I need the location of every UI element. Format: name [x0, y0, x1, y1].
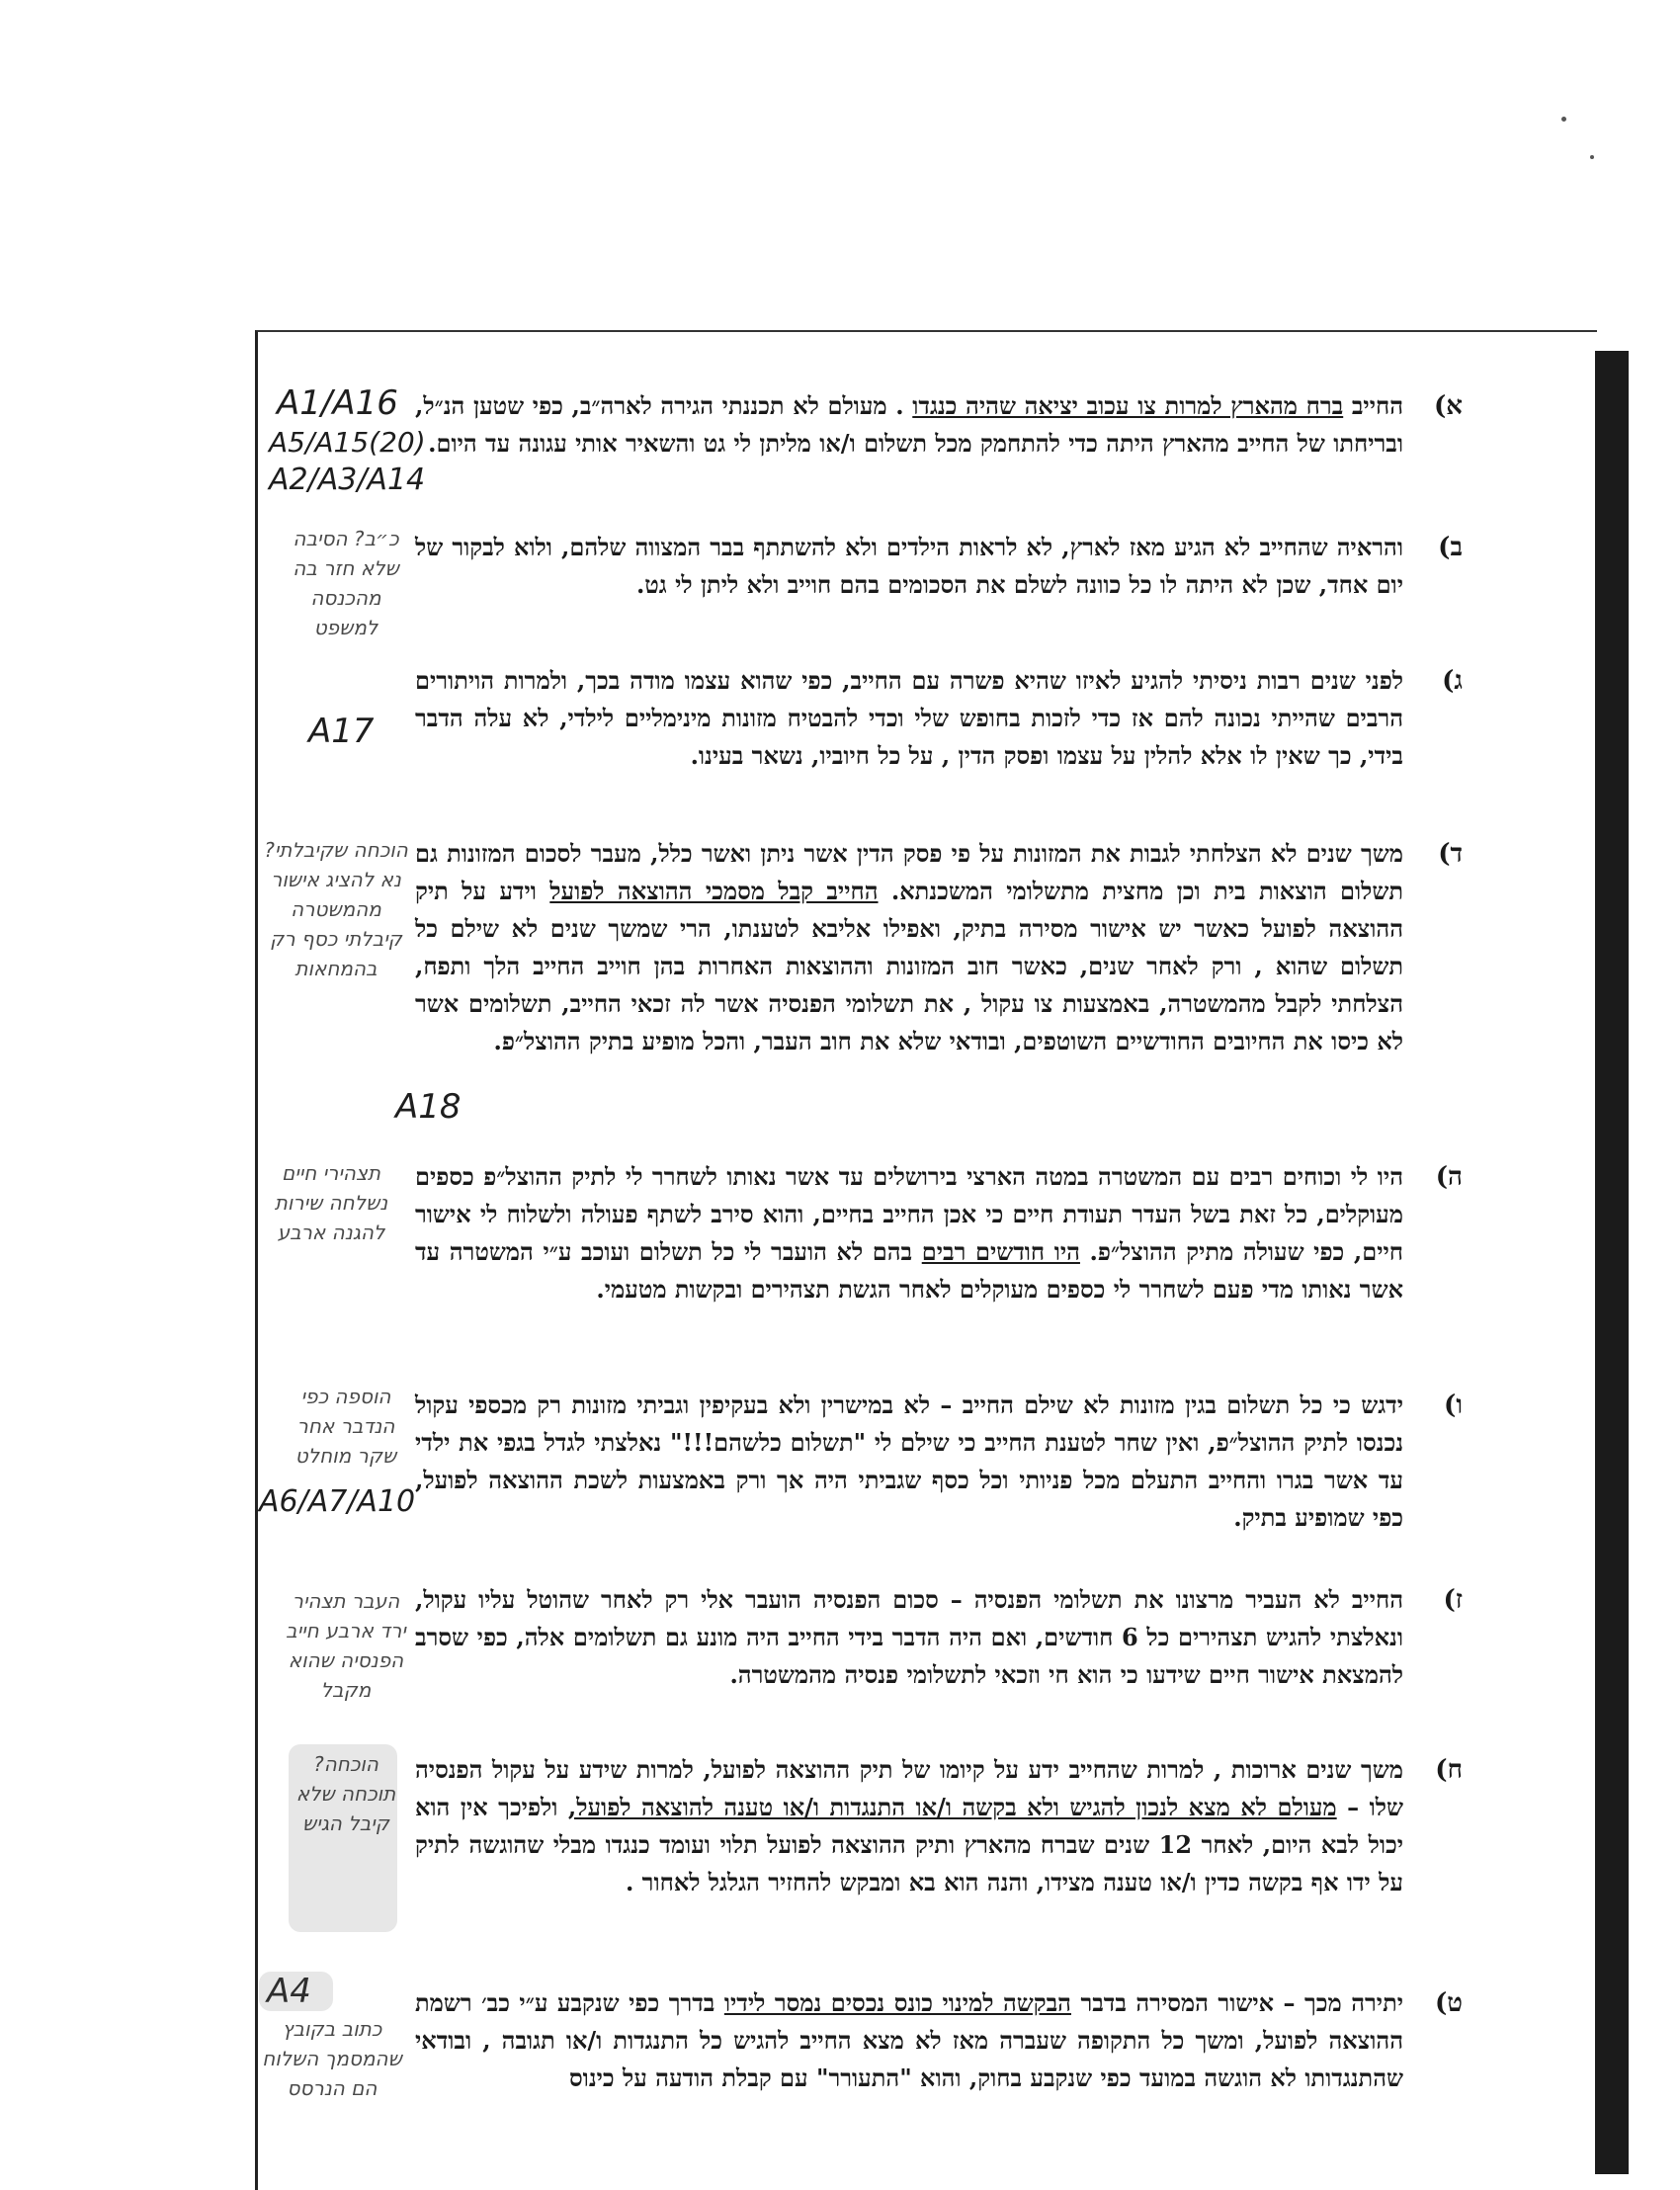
paragraph-text: [415, 387, 1403, 463]
margin-note-b: כ״ב? הסיבה שלא חזר בה מהכנסה למשפט: [293, 527, 399, 639]
underlined-phrase: מעולם לא מצא לנכון להגיש ולא בקשה ו/או התנגדות ו/או טענה להוצאה לפועל,: [567, 1793, 1337, 1821]
text-run: בהם לא הועבר לי כל תשלום ועוכב ע״י המשטרה עד אשר נאותו מדי פעם לשחרר לי כספים מעוקלים לאחר הגשת תצהירים ובקשות מטעמי.: [415, 1237, 1403, 1304]
paragraph-text: [415, 1581, 1403, 1694]
margin-note-h: תצהירי חיים נשלחה שירות להגנה ארבע: [274, 1161, 388, 1244]
underlined-phrase: היו חודשים רבים: [921, 1237, 1080, 1266]
scan-speck: [1590, 155, 1594, 159]
paragraph-text: [415, 1751, 1403, 1901]
paragraph-a: [415, 387, 1463, 463]
paragraph-g: [415, 662, 1463, 775]
text-run: בדרך כפי שנקבע ע״י כב׳ רשמת ההוצאה לפועל, ומשך כל התקופה שעברה מאז לא מצא החייב להגיש כל התנגדות ו/או תגובה , ובודאי שהתנגדותו לא הוגשה במועד כפי שנקבע בחוק, והוא "התעורר" עם קבלת הודעה על כינוס: [415, 1988, 1403, 2092]
paragraph-letter: ז): [1443, 1585, 1463, 1615]
margin-note-d: הוכחה שקיבלתי? נא להציג אישור מהמשטרה קיבלתי כסף רק בהמחאות: [264, 838, 408, 980]
text-run: יתירה מכך – אישור המסירה בדבר: [1070, 1988, 1404, 2017]
underlined-phrase: ברח מהארץ למרות צו עכוב יציאה שהיה כנגדו: [912, 391, 1344, 420]
text-run: ולפיכך אין הוא יכול לבא היום, לאחר 12 שנים שברח מהארץ ותיק ההוצאה לפועל תלוי ועומד כנגדו מבלי שהוגשה לתיק על ידו אף בקשה כדין ו/או טענה מצידו, והנה הוא בא ומבקש להחזיר הגלגל לאחור .: [415, 1793, 1404, 1896]
text-run: ידגש כי כל תשלום בגין מזונות לא שילם החייב – לא במישרין ולא בעקיפין וגביתי מזונות רק מכספי עקול נכנסו לתיק ההוצל״פ, ואין שחר לטענת החייב כי שילם לי "תשלום כלשהם!!!" נאלצתי לגדל בגפי את ילדי עד אשר בגרו והחייב התעלם מכל פניותי וכל כסף שגביתי היה אך ורק באמצעות לשכת ההוצאה לפועל, כפי שמופיע בתיק.: [415, 1390, 1403, 1532]
paragraph-t: [415, 1984, 1463, 2097]
text-run: . מעולם לא תכננתי הגירה לארה״ב, כפי שטען הנ״ל, ובריחתו של החייב מהארץ היתה כדי להתחמק מכל תשלום ו/או מליתן לי גט והשאיר אותי עגונה עד היום.: [415, 391, 1403, 458]
text-run: וידע על תיק ההוצאה לפועל כאשר יש אישור מסירה בתיק, ואפילו אליבא לטענתו, הרי שמשך שנים לא שילם כל תשלום שהוא , ורק לאחר שנים, כאשר חוב המזונות וההוצאות האחרות בהן חוייב החייב הלך ותפח, הצלחתי לקבל מהמשטרה, באמצעות צו עקול , את תשלומי הפנסיה אשר לה זכאי החייב, תשלומים אשר לא כיסו את החיובים החודשיים השוטפים, ובודאי שלא את חוב העבר, והכל מופיע בתיק ההוצל״פ.: [415, 877, 1403, 1055]
paragraph-letter: ה): [1435, 1162, 1463, 1192]
paragraph-letter: ח): [1435, 1755, 1463, 1785]
paragraph-text: [415, 1387, 1403, 1537]
text-run: החייב: [1343, 391, 1404, 420]
paragraph-ch: [415, 1751, 1463, 1901]
paragraph-h: [415, 1158, 1463, 1308]
paragraph-letter: ב): [1438, 533, 1463, 562]
underlined-phrase: הבקשה למינוי כונס נכסים נמסר לידיו: [723, 1988, 1071, 2017]
paragraph-letter: א): [1434, 391, 1463, 421]
margin-code-a-line2: A5/A15(20): [269, 426, 426, 459]
text-run: לפני שנים רבות ניסיתי להגיע לאיזו שהיא פשרה עם החייב, כפי שהוא עצמו מודה בכך, ולמרות הויתורים הרבים שהייתי נכונה להם אז כדי לזכות בחופש שלי וכדי להבטיח מזונות מינימליים לילדי, לא עלה הדבר בידי, כך שאין לו אלא להלין על עצמו ופסק הדין , על כל חיוביו, נשאר בעינו.: [415, 666, 1403, 770]
paragraph-letter: ו): [1444, 1390, 1463, 1420]
margin-code-a-line1: A1/A16: [277, 383, 398, 423]
paragraph-text: [415, 529, 1403, 604]
margin-note-t: כתוב בקובץ שהמסמך השלוח הם הנרסס: [262, 2017, 402, 2100]
paragraph-v: [415, 1387, 1463, 1537]
margin-note-ch: הוכחה? תוכחה שלא קיבל הגיש: [295, 1752, 396, 1835]
text-run: משך שנים לא הצלחתי לגבות את המזונות על פי פסק הדין אשר ניתן ואשר כלל, מעבר לסכום המזונות גם תשלום הוצאות בית וכן מחצית מתשלומי המשכנתא.: [415, 839, 1403, 905]
paragraph-d: [415, 835, 1463, 1060]
margin-code-d: A18: [395, 1087, 462, 1127]
text-run: משך שנים ארוכות , למרות שהחייב ידע על קיומו של תיק ההוצאה לפועל, למרות שידע על עקול הפנסיה שלו –: [415, 1755, 1403, 1821]
margin-note-v: הוספה כפי הנדבר אחר שקר מוחלט: [294, 1385, 397, 1468]
margin-smudge: [259, 1972, 333, 2011]
paragraph-text: [415, 662, 1403, 775]
text-run: היו לי וכוחים רבים עם המשטרה במטה הארצי בירושלים עד אשר נאותו לשחרר לי לתיק ההוצל״פ כספים מעוקלים, כל זאת בשל העדר תעודת חיים כי אכן החייב בחיים, והוא סירב לשתף פעולה ולשלוח לי אישור חיים, כפי שעולה מתיק ההוצל״פ.: [415, 1162, 1403, 1266]
margin-code-a-line3: A2/A3/A14: [269, 463, 426, 497]
margin-code-g: A17: [308, 712, 375, 751]
paragraph-b: [415, 529, 1463, 604]
text-run: החייב לא העביר מרצונו את תשלומי הפנסיה – סכום הפנסיה הועבר אלי רק לאחר שהוטל עליו עקול, ונאלצתי להגיש תצהירים כל 6 חודשים, ואם היה הדבר בידי החייב היה מונע גם תשלומים אלה, כפי שסרב להמצאת אישור חיים שידעו כי הוא חי וזכאי לתשלומי פנסיה מהמשטרה.: [415, 1585, 1403, 1689]
scan-edge-shadow: [1595, 351, 1629, 2174]
paragraph-letter: ג): [1442, 666, 1463, 696]
paragraph-z: [415, 1581, 1463, 1694]
paragraph-letter: ד): [1438, 839, 1463, 869]
margin-code-t: A4: [267, 1972, 311, 2011]
margin-note-z: העבר תצהיר ירד ארבע חייב הפנסיה שהוא מקבל: [286, 1589, 406, 1702]
paragraph-text: [415, 835, 1403, 1060]
scan-speck: [1561, 117, 1566, 122]
paragraph-text: [415, 1984, 1403, 2097]
paragraph-text: [415, 1158, 1403, 1308]
margin-code-v: A6/A7/A10: [259, 1484, 416, 1519]
paragraph-letter: ט): [1434, 1988, 1463, 2018]
underlined-phrase: החייב קבל מסמכי ההוצאה לפועל: [549, 877, 879, 905]
text-run: והראיה שהחייב לא הגיע מאז לארץ, לא לראות הילדים ולא להשתתף בבר המצווה שלהם, ולוא לבקור של יום אחד, שכן לא היתה לו כל כוונה לשלם את הסכומים בהם חוייב ולא ליתן לי גט.: [415, 533, 1403, 599]
